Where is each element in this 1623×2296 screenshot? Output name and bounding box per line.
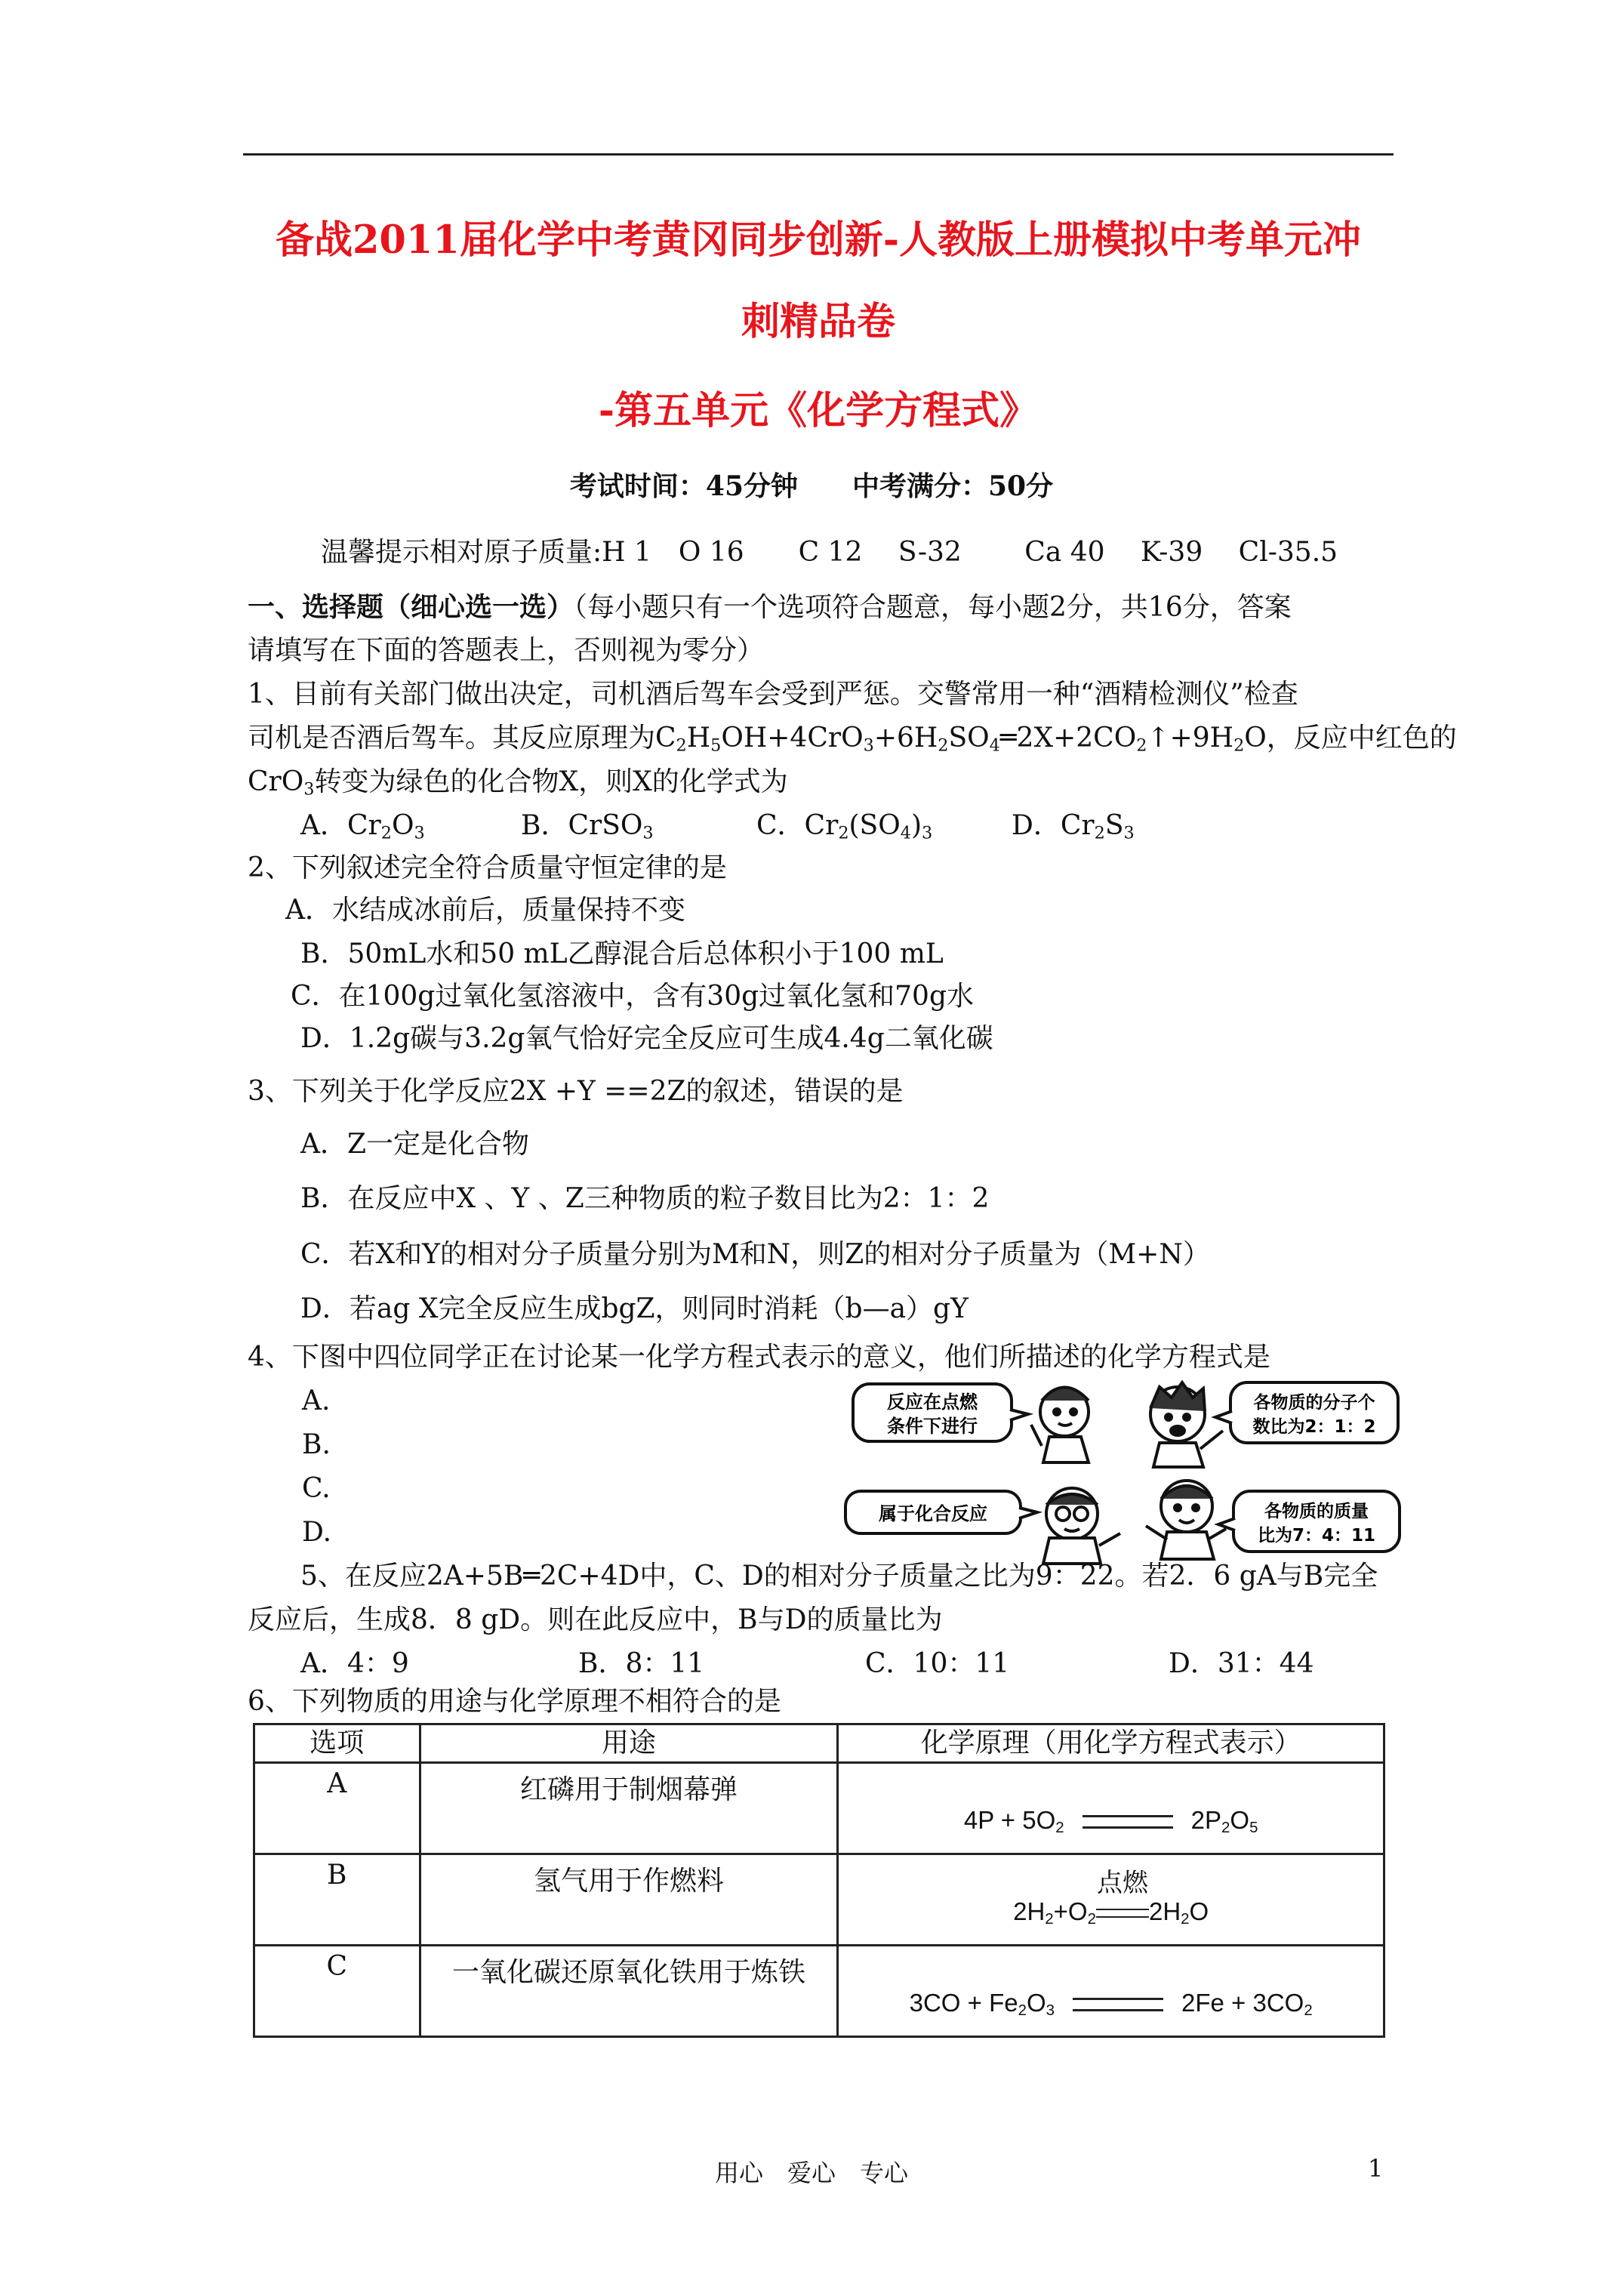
speech-bubble-bottom-left — [845, 1491, 1037, 1533]
q1-line-1: 1、目前有关部门做出决定，司机酒后驾车会受到严惩。交警常用一种“酒精检测仪”检查 — [248, 679, 1298, 710]
svg-text:反应在点燃: 反应在点燃 — [887, 1391, 978, 1413]
svg-text:比为7：4：11: 比为7：4：11 — [1257, 1526, 1376, 1546]
girl-figure-icon — [1031, 1388, 1089, 1463]
speech-bubble-top-left — [853, 1384, 1028, 1441]
table-row — [254, 1946, 1384, 2037]
boy-with-glasses-figure-icon — [1043, 1488, 1120, 1564]
equals-sign-icon — [1083, 1815, 1173, 1829]
q3-stem: 3、下列关于化学反应2X +Y ==2Z的叙述，错误的是 — [248, 1076, 904, 1107]
q2-stem: 2、下列叙述完全符合质量守恒定律的是 — [248, 852, 727, 883]
q4-option-c: C. — [302, 1473, 331, 1504]
row-c-use: 一氧化碳还原氧化铁用于炼铁 — [420, 1946, 838, 2037]
q4-option-b: B. — [302, 1429, 331, 1460]
speech-bubble-top-right — [1215, 1382, 1398, 1443]
q1-option-c: C．$Cr_2(SO_4)_3$ — [756, 810, 933, 843]
section1-instructions-2: 请填写在下面的答题表上，否则视为零分） — [248, 635, 765, 666]
equals-sign-icon — [1073, 1998, 1163, 2011]
q1-line-3: CrO$_3$转变为绿色的化合物X，则X的化学式为 — [248, 766, 788, 800]
row-b-equation: $2H_2+O_2$ 点燃 $2H_2O$ — [838, 1854, 1384, 1946]
svg-text:属于化合反应: 属于化合反应 — [879, 1503, 987, 1524]
q1-option-a: A．$Cr_2O_3$ — [300, 810, 425, 843]
table-header-use: 用途 — [420, 1724, 838, 1763]
q3-option-b: B．在反应中X 、Y 、Z三种物质的粒子数目比为2：1：2 — [300, 1183, 990, 1214]
page-number: 1 — [1368, 2154, 1384, 2183]
page-footer: 用心 爱心 专心 — [714, 2159, 908, 2187]
row-a-use: 红磷用于制烟幕弹 — [420, 1763, 838, 1854]
q5-option-a: A．4：9 — [300, 1648, 409, 1679]
svg-text:条件下进行: 条件下进行 — [887, 1416, 978, 1437]
q3-option-d: D．若ag X完全反应生成bgZ，则同时消耗（b—a）gY — [300, 1293, 969, 1324]
q2-option-c: C．在100g过氧化氢溶液中，含有30g过氧化氢和70g水 — [291, 981, 975, 1012]
header-rule — [243, 153, 1394, 156]
equals-sign-icon — [1096, 1909, 1149, 1918]
q1-option-b: B．CrSO$_3$ — [521, 810, 654, 843]
svg-text:数比为2：1：2: 数比为2：1：2 — [1252, 1417, 1376, 1437]
section1-heading: 一、选择题（细心选一选） — [248, 591, 574, 623]
q4-option-a: A. — [302, 1385, 331, 1416]
q5-line-1: 5、在反应2A+5B═2C+4D中，C、D的相对分子质量之比为9：22。若2．6 gA与B完全 — [300, 1561, 1378, 1592]
row-c-equation: $3CO + Fe_2O_3$ $2Fe + 3CO_2$ — [838, 1946, 1384, 2037]
q3-option-c: C．若X和Y的相对分子质量分别为M和N，则Z的相对分子质量为（M+N） — [300, 1239, 1210, 1270]
q1-line-2: 司机是否酒后驾车。其反应原理为$C_2H_5OH+4CrO_3+6H_2SO_4═2X+2CO_2↑+9H_2O$，反应中红色的 — [248, 723, 1457, 756]
q1-option-d: D．$Cr_2S_3$ — [1012, 810, 1135, 843]
boy-figure-2-icon — [1146, 1481, 1226, 1559]
row-a-equation: $4P + 5O_2$ $2P_2O_5$ — [838, 1763, 1384, 1854]
q2-option-d: D．1.2g碳与3.2g氧气恰好完全反应可生成4.4g二氧化碳 — [300, 1023, 993, 1054]
table-header-row — [254, 1724, 1384, 1763]
q2-option-a: A．水结成冰前后，质量保持不变 — [285, 895, 685, 926]
title-line-2: 刺精品卷 — [741, 299, 895, 344]
table-header-option: 选项 — [254, 1724, 420, 1763]
condition-label: 点燃 — [1096, 1868, 1148, 1898]
title-line-3: -第五单元《化学方程式》 — [598, 388, 1039, 433]
row-b-use: 氢气用于作燃料 — [420, 1854, 838, 1946]
q4-stem: 4、下图中四位同学正在讨论某一化学方程式表示的意义，他们所描述的化学方程式是 — [248, 1342, 1270, 1373]
q2-option-b: B．50mL水和50 mL乙醇混合后总体积小于100 mL — [300, 938, 944, 969]
section1-instructions: （每小题只有一个选项符合题意，每小题2分，共16分，答案 — [574, 592, 1292, 623]
q5-line-2: 反应后，生成8．8 gD。则在此反应中，B与D的质量比为 — [248, 1604, 943, 1635]
row-b-option: B — [254, 1854, 420, 1946]
q5-option-b: B．8：11 — [578, 1648, 705, 1679]
speech-bubble-bottom-right — [1218, 1491, 1400, 1552]
q3-option-a: A．Z一定是化合物 — [300, 1129, 530, 1160]
row-a-option: A — [254, 1763, 420, 1854]
q5-option-c: C．10：11 — [865, 1648, 1010, 1679]
title-line-1: 备战2011届化学中考黄冈同步创新-人教版上册模拟中考单元冲 — [275, 217, 1362, 263]
table-row — [254, 1763, 1384, 1854]
boy-figure-icon — [1150, 1382, 1223, 1467]
table-row — [254, 1854, 1384, 1946]
svg-text:各物质的分子个: 各物质的分子个 — [1253, 1393, 1375, 1413]
atomic-masses: 温馨提示相对原子质量:H 1 O 16 C 12 S-32 Ca 40 K-39 Cl-35.5 — [321, 537, 1338, 568]
q6-stem: 6、下列物质的用途与化学原理不相符合的是 — [248, 1686, 781, 1717]
q4-option-d: D. — [302, 1517, 332, 1548]
section1-heading-line — [248, 590, 1292, 624]
students-discussion-illustration — [823, 1378, 1404, 1567]
table-header-principle: 化学原理（用化学方程式表示） — [838, 1724, 1384, 1763]
q6-table — [253, 1723, 1385, 2038]
row-c-option: C — [254, 1946, 420, 2037]
svg-text:各物质的质量: 各物质的质量 — [1264, 1502, 1369, 1521]
exam-info: 考试时间：45分钟 中考满分：50分 — [569, 470, 1054, 502]
q5-option-d: D．31：44 — [1169, 1648, 1314, 1679]
